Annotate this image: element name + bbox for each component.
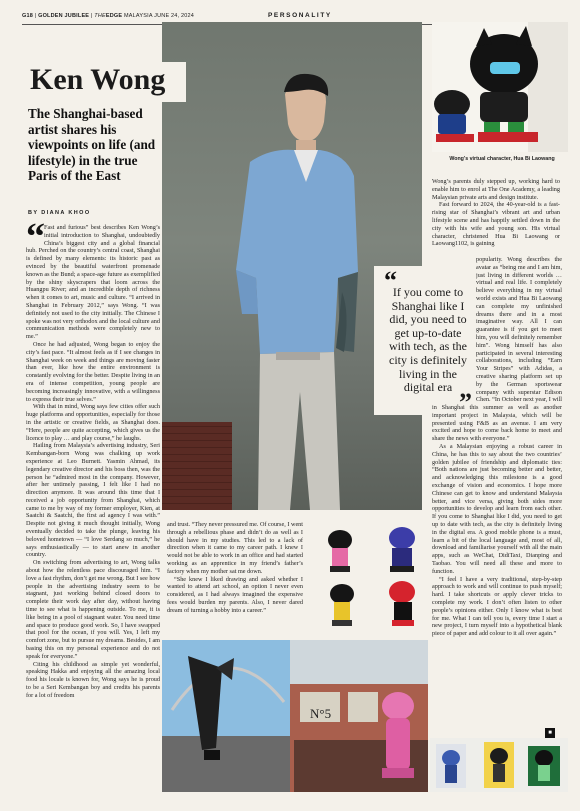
paragraph: Fast and furious” best describes Ken Wong’s initial introduction to Shanghai, undoubtedly China’s biggest city and a global financial hub. Perched on the country’s central coast, Shanghai is defined by many elements: its historic past as evinced by the beautiful waterfront promenade known as the Bund; a space-age future as exemplified by the shiny skyscrapers that loom across the Huangpu River; and an incredible depth of richness when it comes to art, music and culture. “I arrived in Shanghai in February 2012,” says Wong. “I was definitely not used to the city initially. The Chinese I spoke was not very orthodox and the local culture and communication methods were completely new to me.”: [26, 224, 160, 341]
opening-quote-mark: “: [26, 216, 45, 258]
page-number: G18: [22, 13, 33, 19]
paragraph: “I feel I have a very traditional, step-by-step approach to work and will continue to push myself; hard. I take shortcuts or apply clever tricks to complete my work. I don’t often listen to other people’s opinions either. Only I know what is best for me. What I can tell you is, every time I start a new project, I turn myself into a hypothetical blank piece of paper and add colour to it all over again.”: [432, 575, 562, 638]
body-column-4-middle: [476, 256, 562, 404]
virtual-character-photo: [432, 22, 568, 152]
artwork-strip-photo: [430, 738, 568, 792]
paragraph: popularity. Wong describes the avatar as “being me and I am him, just living in different worlds … virtual and real life. I completely believe everything in my virtual world exists and Hua Bi Laowang can complete my unfinished dreams there and in a most imaginative way. All I can guarantee is if you get to meet him, you will definitely remember him”. Wong himself has also participated in several interesting collaborations, including “Earn Your Stripes” with Adidas, a creative sharing platform set up by the German sportswear company with superstar Edison Chen. “In October next year, I will: [476, 256, 562, 404]
paragraph: Once he had adjusted, Wong began to enjoy the city’s fast pace. “It almost feels as if I see changes in Shanghai week on week and things are moving faster than ever, like how the entire environment is constantly evolving for the better. Despite living in an era of intense competition, young people are becoming increasingly innovative, with a willingness to express their true selves.”: [26, 340, 160, 403]
paragraph: Wong’s parents duly stepped up, working hard to enable him to enrol at The One Academy, a leading Malaysian private arts and design institute.: [432, 178, 560, 201]
byline: BY DIANA KHOO: [28, 210, 91, 216]
paragraph: and trust. “They never pressured me. Of course, I went through a rebellious phase and didn’t do as well as I should have in my studies. This led to a lack of direction when it came to my career path. I knew I would not be able to work in an office and had started working as an apprentice in my friend’s father’s factory when my mother sat me down.: [167, 521, 303, 575]
paragraph: “She knew I liked drawing and asked whether I wanted to attend art school, an option I never even considered, as I had always imagined the expensive fees would burden my parents. Also, I never dared dream of turning a hobby into a career.”: [167, 575, 303, 614]
paragraph: Hailing from Malaysia’s advertising industry, Seri Kembangan-born Wong was chalking up work experience at Leo Burnett. Yasmin Ahmad, its legendary creative director and his boss then, was the person he “admired most in the company. However, after her untimely passing, I felt like I had no direction anymore. It was around this time that I received a job opportunity from Shanghai, which came to me by way of my former employer, Kien, at Saatchi & Saatchi, the first ad agency I was with.” Despite not giving it much thought initially, Wong eventually decided to take the plunge, leaving his beloved hometown — “I love Serdang so much,” he says enthusiastically — to start anew in another country.: [26, 442, 160, 559]
body-column-1: [26, 216, 160, 788]
brand-edge: EDGE: [105, 13, 123, 19]
brand-the: THE: [94, 13, 106, 19]
body-column-4-top: [432, 178, 560, 256]
paragraph: On switching from advertising to art, Wong talks about how the relentless pace discouraged him. “I love a fast rhythm, don’t get me wrong. But I see how people in the advertising industry seem to be stagnant, just working behind closed doors to complete their work day after day, without having time to see what is happening outside. To me, it is like being in a pool of stagnant water. You need time and space to produce good work. So, I have swapped that pool for the ocean, if you will. Yes, I left my comfort zone, but to pursue my dreams. Besides, I am basing this on my personal experience and do not speak for everyone.”: [26, 559, 160, 660]
house-number-plaque: N°5: [310, 706, 332, 721]
article-title: Ken Wong: [26, 62, 186, 102]
pull-quote: [374, 266, 478, 415]
pull-quote-open-mark: “: [384, 266, 397, 295]
article-dek: The Shanghai-based artist shares his viewpoints on life (and lifestyle) in the true Paris of the East: [28, 106, 156, 183]
toy-caption: Wong’s virtual character, Hua Bi Laowang: [449, 156, 555, 162]
figurine-photos: [308, 520, 430, 646]
issue-date: JUNE 24, 2024: [154, 13, 195, 19]
paragraph: in Shanghai this summer as well as another important project in Malaysia, which will be presented using F&B as an avenue. I am very excited and hope to come back home to meet and share the news with everyone.”: [432, 404, 562, 443]
pull-quote-text: If you come to Shanghai like I did, you need to get up-to-date with tech, as the city is definitely living in the digital era: [389, 285, 467, 395]
section-left: GOLDEN JUBILEE: [38, 13, 90, 19]
body-column-2: [167, 521, 303, 649]
paragraph: Citing his childhood as simple yet wonderful, speaking Hakka and enjoying all the amazing local food his locale is known for, Wong says he is proud to be a Seri Kembangan boy and credits his parents for a lot of freedom: [26, 660, 160, 699]
end-mark: ■: [545, 728, 555, 738]
portrait-figure: [230, 52, 360, 510]
city-collage-photo: [162, 640, 428, 792]
brand-country: MALAYSIA: [124, 13, 153, 19]
section-title: PERSONALITY: [268, 12, 332, 19]
pull-quote-close-mark: ”: [459, 387, 472, 417]
paragraph: Fast forward to 2024, the 40-year-old is a fast-rising star of Shanghai’s vibrant art and urban lifestyle scene and has happily settled down in the city with his wife and young son. His virtual character, christened Hua Bi Laowang or Laowang1102, is gaining: [432, 201, 560, 248]
paragraph: As a Malaysian enjoying a robust career in China, he has this to say about the two countries’ golden jubilee of friendship and diplomatic ties: “Both nations are just becoming better and better, and acknowledging this milestone is a good exchange of vision and economics. I hope more Chinese can get to know and understand Malaysia better, and vice versa, giving both sides more opportunities to develop and learn from each other. If you come to Shanghai like I did, you need to get up to date with tech, as the city is definitely living in the digital era. A good mobile phone is a must, learn a bit of the local language and, most of all, download and familiarise yourself with all the main apps, such as WeChat, DidiTaxi, Dianping and Taobao. You will need all these and more to function.: [432, 442, 562, 575]
paragraph: With that in mind, Wong says few cities offer such huge platforms and opportunities, especially for those in the artistic or creative fields, as Shanghai does. “Here, people are quite accepting, which gives us the licence to play … and play course,” he laughs.: [26, 403, 160, 442]
folio: G18 | GOLDEN JUBILEE | THEEDGE MALAYSIA JUNE 24, 2024: [22, 13, 195, 19]
body-column-4-bottom: [432, 404, 562, 734]
